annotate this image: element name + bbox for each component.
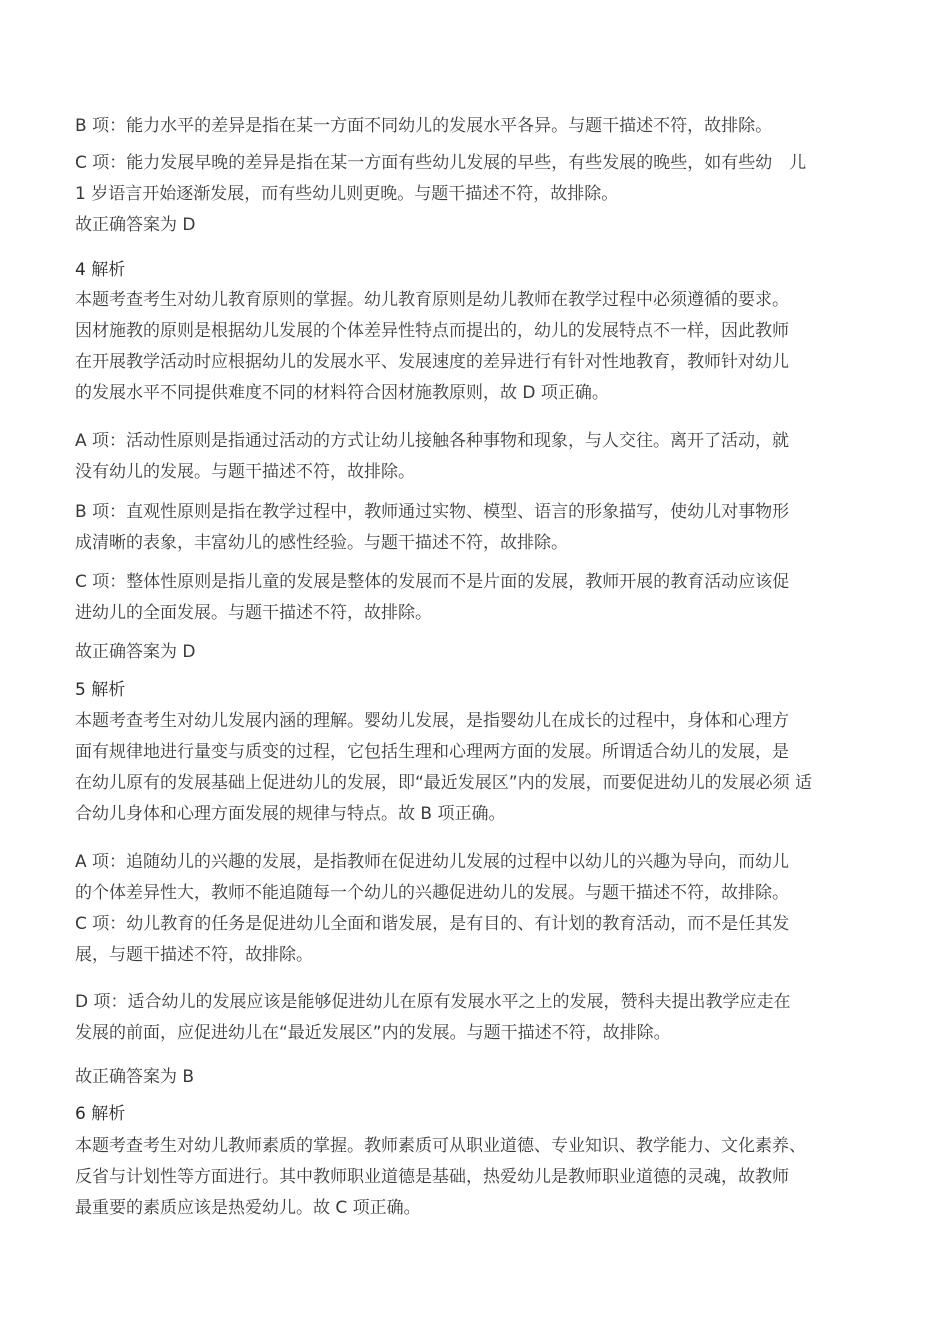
s6-heading: 6 解析 (75, 1104, 126, 1124)
s3-c-item: C 项：能力发展早晚的差异是指在某一方面有些幼儿发展的早些，有些发展的晚些，如有些幼 儿 1 岁语言开始逐渐发展，而有些幼儿则更晚。与题干描述不符，故排除。 (75, 153, 807, 204)
s5-c-item: C 项：幼儿教育的任务是促进幼儿全面和谐发展，是有目的、有计划的教育活动，而不是任其发 展，与题干描述不符，故排除。 (75, 914, 790, 965)
s5-analysis: 本题考查考生对幼儿发展内涵的理解。婴幼儿发展，是指婴幼儿在成长的过程中，身体和心理方 面有规律地进行量变与质变的过程，它包括生理和心理两方面的发展。所谓适合幼儿的发展，是 在幼儿原有的发展基础上促进幼儿的发展，即“最近发展区”内的发展，而要促进幼儿的发展必须 适 合幼儿身体和心理方面发展的规律与特点。故 B 项正确。 (75, 711, 813, 824)
s3-answer: 故正确答案为 D (75, 215, 196, 235)
s4-analysis: 本题考查考生对幼儿教育原则的掌握。幼儿教育原则是幼儿教师在教学过程中必须遵循的要求。 因材施教的原则是根据幼儿发展的个体差异性特点而提出的，幼儿的发展特点不一样，因此教师 在开展教学活动时应根据幼儿的发展水平、发展速度的差异进行有针对性地教育，教师针对幼儿 的发展水平不同提供难度不同的材料符合因材施教原则，故 D 项正确。 (75, 290, 789, 403)
s5-answer: 故正确答案为 B (75, 1067, 195, 1087)
s4-a-item: A 项：活动性原则是指通过活动的方式让幼儿接触各种事物和现象，与人交往。离开了活动，就 没有幼儿的发展。与题干描述不符，故排除。 (75, 431, 790, 482)
s4-c-item: C 项：整体性原则是指儿童的发展是整体的发展而不是片面的发展，教师开展的教育活动应该促 进幼儿的全面发展。与题干描述不符，故排除。 (75, 572, 790, 623)
s4-answer: 故正确答案为 D (75, 642, 196, 662)
s6-analysis: 本题考查考生对幼儿教师素质的掌握。教师素质可从职业道德、专业知识、教学能力、文化素养、 反省与计划性等方面进行。其中教师职业道德是基础，热爱幼儿是教师职业道德的灵魂，故教师 最重要的素质应该是热爱幼儿。故 C 项正确。 (75, 1136, 806, 1218)
s5-heading: 5 解析 (75, 680, 126, 700)
s5-a-item: A 项：追随幼儿的兴趣的发展，是指教师在促进幼儿发展的过程中以幼儿的兴趣为导向，而幼儿 的个体差异性大，教师不能追随每一个幼儿的兴趣促进幼儿的发展。与题干描述不符，故排除。 (75, 852, 790, 903)
s5-d-item: D 项：适合幼儿的发展应该是能够促进幼儿在原有发展水平之上的发展，赞科夫提出教学应走在 发展的前面，应促进幼儿在“最近发展区”内的发展。与题干描述不符，故排除。 (75, 992, 791, 1043)
s4-heading: 4 解析 (75, 260, 126, 280)
s3-b-item: B 项：能力水平的差异是指在某一方面不同幼儿的发展水平各异。与题干描述不符，故排除。 (75, 116, 773, 136)
s4-b-item: B 项：直观性原则是指在教学过程中，教师通过实物、模型、语言的形象描写，使幼儿对事物形 成清晰的表象，丰富幼儿的感性经验。与题干描述不符，故排除。 (75, 502, 790, 553)
